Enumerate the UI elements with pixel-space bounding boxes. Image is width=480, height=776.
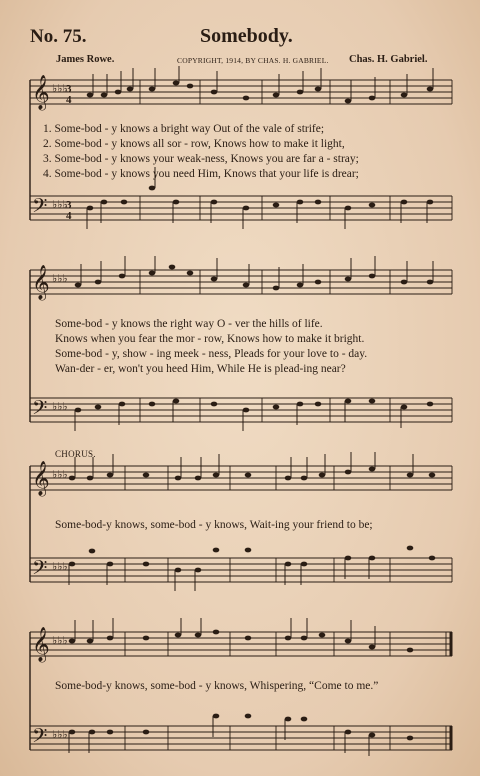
svg-text:♭♭♭: ♭♭♭ xyxy=(52,401,68,413)
svg-text:♭♭♭: ♭♭♭ xyxy=(52,199,68,211)
lyric-line: Some-bod-y knows, some-bod - y knows, Whispering, “Come to me.” xyxy=(55,680,379,692)
svg-text:♭♭♭: ♭♭♭ xyxy=(52,273,68,285)
lyric-line: Some-bod-y knows, some-bod - y knows, Wait-ing your friend to be; xyxy=(55,519,373,531)
lyric-line: Wan-der - er, won't you heed Him, While He is plead-ing near? xyxy=(55,363,346,375)
svg-text:♭♭♭: ♭♭♭ xyxy=(52,635,68,647)
svg-text:𝄞: 𝄞 xyxy=(32,76,50,109)
lyric-line: 3. Some-bod - y knows your weak-ness, Knows you are far a - stray; xyxy=(43,153,359,165)
lyric-line: Knows when you fear the mor - row, Knows how to make it bright. xyxy=(55,333,365,345)
svg-text:3: 3 xyxy=(66,83,72,95)
hymn-number: No. 75. xyxy=(30,26,87,47)
lyricist: James Rowe. xyxy=(56,54,115,65)
composer: Chas. H. Gabriel. xyxy=(349,54,428,65)
svg-text:4: 4 xyxy=(66,210,72,222)
lyric-line: Some-bod - y, show - ing meek - ness, Pleads for your love to - day. xyxy=(55,348,368,360)
svg-text:♭♭♭: ♭♭♭ xyxy=(52,469,68,481)
svg-text:4: 4 xyxy=(66,94,72,106)
lyric-line: Some-bod - y knows the right way O - ver the hills of life. xyxy=(55,318,323,330)
svg-text:𝄢: 𝄢 xyxy=(32,398,48,424)
hymn-title: Somebody. xyxy=(200,25,293,47)
music-system-2 xyxy=(0,256,480,436)
svg-text:𝄞: 𝄞 xyxy=(32,462,50,495)
lyric-line: 2. Some-bod - y knows all sor - row, Knows how to make it light, xyxy=(43,138,345,150)
lyric-line: 4. Some-bod - y knows you need Him, Knows that your life is drear; xyxy=(43,168,359,180)
svg-text:𝄞: 𝄞 xyxy=(32,266,50,299)
svg-text:𝄞: 𝄞 xyxy=(32,628,50,661)
svg-text:𝄢: 𝄢 xyxy=(32,726,48,752)
copyright: COPYRIGHT, 1914, BY CHAS. H. GABRIEL. xyxy=(177,56,329,65)
lyric-line: 1. Some-bod - y knows a bright way Out of the vale of strife; xyxy=(43,123,325,135)
svg-text:𝄢: 𝄢 xyxy=(32,558,48,584)
music-system-4 xyxy=(0,618,480,768)
svg-text:𝄢: 𝄢 xyxy=(32,196,48,222)
svg-text:3: 3 xyxy=(66,199,72,211)
svg-text:♭♭♭: ♭♭♭ xyxy=(52,729,68,741)
svg-text:♭♭♭: ♭♭♭ xyxy=(52,561,68,573)
svg-text:♭♭♭: ♭♭♭ xyxy=(52,83,68,95)
chorus-label: CHORUS. xyxy=(55,449,96,459)
